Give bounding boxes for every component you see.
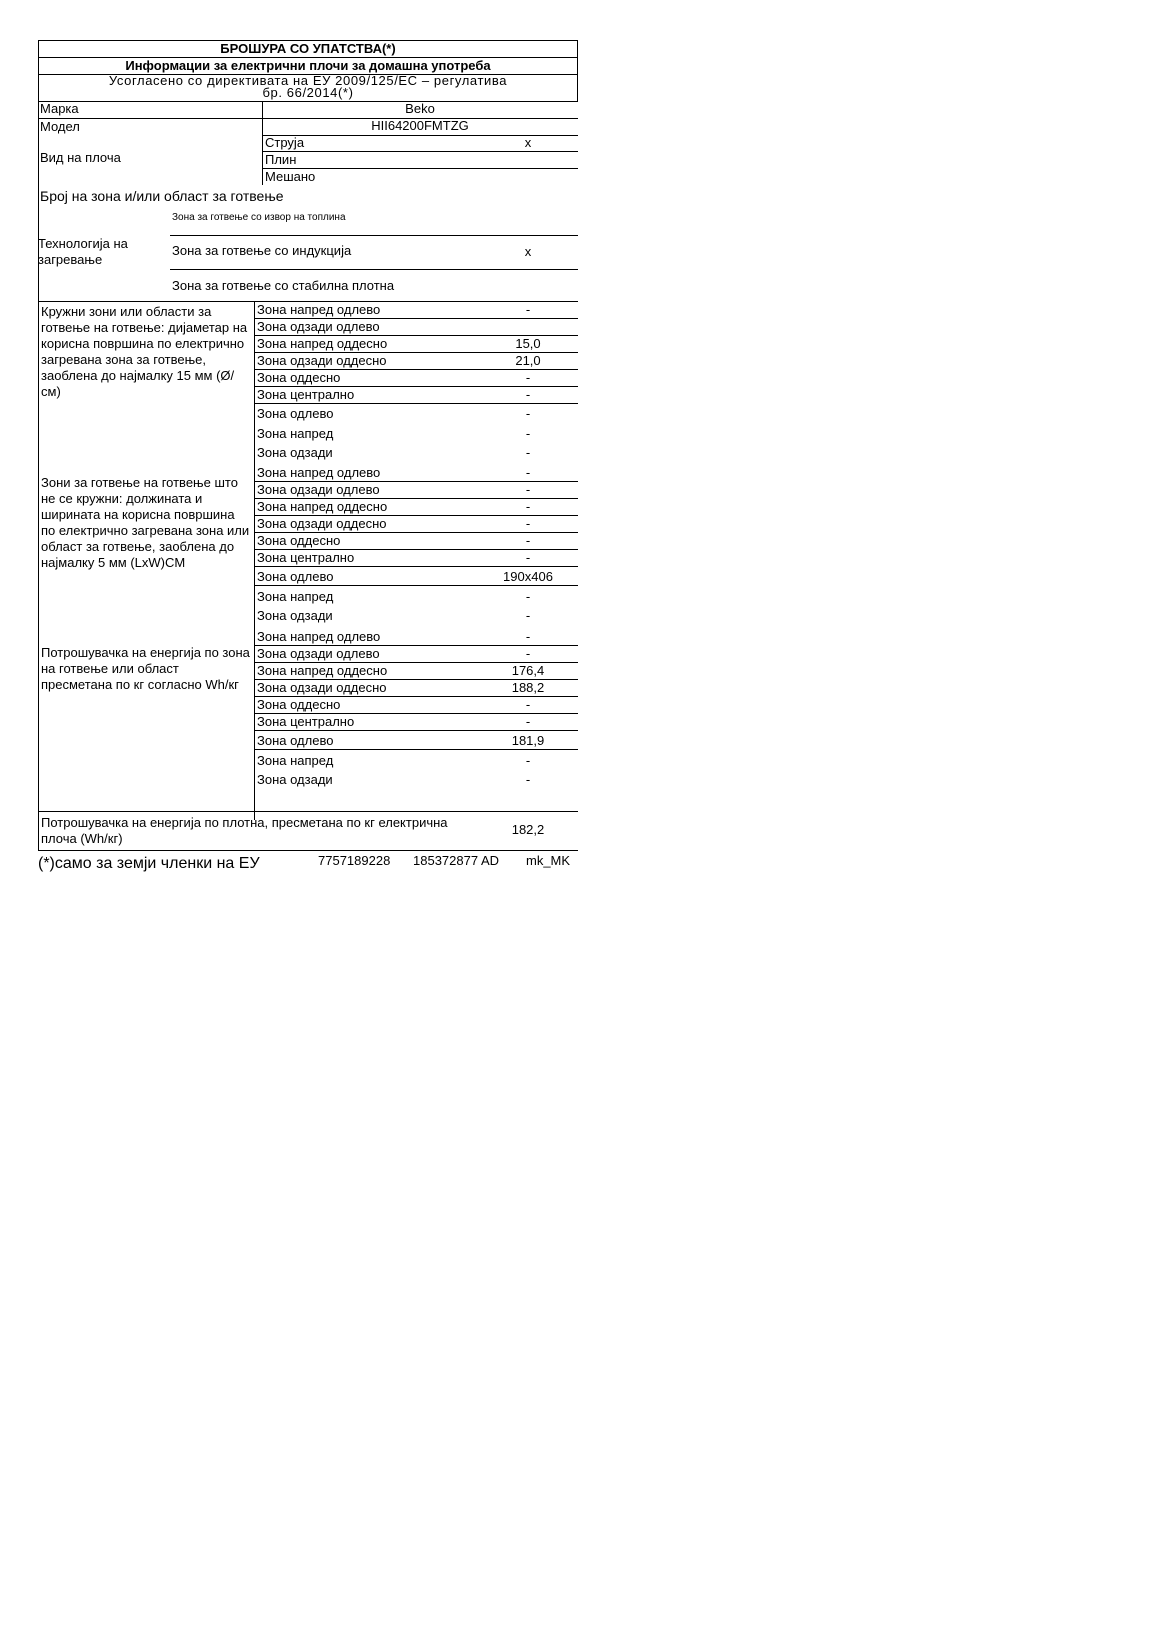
zone-name: Зона напред оддесно xyxy=(257,336,388,351)
brand-label: Марка xyxy=(40,101,79,116)
zone-name: Зона напред одлево xyxy=(257,302,381,317)
zone-name: Зона напред xyxy=(257,589,334,604)
zone-value: - xyxy=(525,714,531,729)
zone-name: Зона централно xyxy=(257,550,355,565)
total-value: 182,2 xyxy=(511,822,545,837)
zone-value: - xyxy=(525,772,531,787)
zone-name: Зона централно xyxy=(257,387,355,402)
model-label: Модел xyxy=(40,119,80,134)
zone-value: 190x406 xyxy=(503,569,553,584)
hob-type-gas: Плин xyxy=(265,152,297,167)
footer-code-2: 185372877 AD xyxy=(413,853,500,868)
zone-name: Зона одзади xyxy=(257,772,333,787)
circular-label: Кружни зони или области за готвење на готвење: дијаметар на корисна површина по електрично загревана зона за готвење, заоблена до најмалку 15 мм (Ø/см) xyxy=(41,304,248,399)
row-divider xyxy=(254,749,578,750)
zone-value: 188,2 xyxy=(511,680,545,695)
zone-value: 176,4 xyxy=(511,663,545,678)
zone-value: - xyxy=(525,482,531,497)
zone-value: 21,0 xyxy=(515,353,541,368)
zone-value: - xyxy=(525,370,531,385)
footer-code-1: 7757189228 xyxy=(318,853,391,868)
directive-line-1: Усогласено со директивата на ЕУ 2009/125/EC – регулатива xyxy=(108,73,508,88)
hob-type-mixed: Мешано xyxy=(265,169,316,184)
zone-name: Зона оддесно xyxy=(257,697,341,712)
hob-type-label: Вид на плоча xyxy=(40,150,121,165)
directive-line-2: бр. 66/2014(*) xyxy=(262,85,354,100)
zone-value: - xyxy=(525,589,531,604)
zone-value: - xyxy=(525,550,531,565)
row-divider xyxy=(254,566,578,567)
zone-name: Зона одзади одлево xyxy=(257,319,380,334)
row-divider xyxy=(254,730,578,731)
zone-value: - xyxy=(525,387,531,402)
sheet-title: БРОШУРА СО УПАТСТВА(*) xyxy=(220,41,396,56)
row-divider xyxy=(254,585,578,586)
energy-label: Потрошувачка на енергија по зона на готвење или област пресметана по кг согласно Wh/кг xyxy=(41,645,250,692)
zone-name: Зона напред xyxy=(257,426,334,441)
zone-name: Зона напред xyxy=(257,753,334,768)
zone-name: Зона напред одлево xyxy=(257,629,381,644)
zone-name: Зона одзади xyxy=(257,445,333,460)
footer-locale: mk_MK xyxy=(526,853,571,868)
model-value: HII64200FMTZG xyxy=(371,118,469,133)
zone-name: Зона централно xyxy=(257,714,355,729)
zone-name: Зона одзади xyxy=(257,608,333,623)
zone-value: - xyxy=(525,516,531,531)
zone-name: Зона одзади оддесно xyxy=(257,353,387,368)
zone-name: Зона одлево xyxy=(257,569,334,584)
row-divider xyxy=(254,403,578,404)
heating-option-solid-plate: Зона за готвење со стабилна плотна xyxy=(172,278,395,293)
zone-name: Зона одзади оддесно xyxy=(257,516,387,531)
zone-value: 181,9 xyxy=(511,733,545,748)
heating-option-radiant: Зона за готвење со извор на топлина xyxy=(172,212,346,223)
zone-value: - xyxy=(525,302,531,317)
zone-value: - xyxy=(525,697,531,712)
zone-value: - xyxy=(525,608,531,623)
zone-value: - xyxy=(525,629,531,644)
zone-value: - xyxy=(525,499,531,514)
heating-option-induction-mark: x xyxy=(524,244,532,259)
zones-count-label: Број на зона и/или област за готвење xyxy=(40,188,284,204)
zone-name: Зона одзади оддесно xyxy=(257,680,387,695)
zone-name: Зона напред одлево xyxy=(257,465,381,480)
brand-value: Beko xyxy=(405,101,435,116)
zone-name: Зона одлево xyxy=(257,406,334,421)
zone-value: - xyxy=(525,753,531,768)
zone-value: - xyxy=(525,426,531,441)
zone-value: - xyxy=(525,465,531,480)
total-label: Потрошувачка на енергија по плотна, пресметана по кг електрична плоча (Wh/кг) xyxy=(41,815,448,846)
zone-name: Зона одлево xyxy=(257,733,334,748)
zone-name: Зона напред оддесно xyxy=(257,663,388,678)
zone-name: Зона одзади одлево xyxy=(257,646,380,661)
zone-name: Зона оддесно xyxy=(257,533,341,548)
heating-option-induction: Зона за готвење со индукција xyxy=(172,243,352,258)
heating-label: Технологија на загревање xyxy=(38,236,128,267)
zone-value: - xyxy=(525,533,531,548)
footer-note: (*)само за земји членки на ЕУ xyxy=(38,855,260,872)
hob-type-electric: Струја xyxy=(265,135,305,150)
zone-value: - xyxy=(525,445,531,460)
zone-name: Зона оддесно xyxy=(257,370,341,385)
zone-name: Зона напред оддесно xyxy=(257,499,388,514)
zone-value: - xyxy=(525,406,531,421)
zone-name: Зона одзади одлево xyxy=(257,482,380,497)
zone-value: 15,0 xyxy=(515,336,541,351)
sheet-subtitle: Информации за електрични плочи за домашна употреба xyxy=(125,58,491,73)
hob-type-electric-mark: x xyxy=(524,135,532,150)
zone-value: - xyxy=(525,646,531,661)
noncircular-label: Зони за готвење на готвење што не се кружни: должината и ширината на корисна површина по електрично загревана зона или област за готвење, заоблена до најмалку 5 мм (LxW)CM xyxy=(41,475,250,570)
